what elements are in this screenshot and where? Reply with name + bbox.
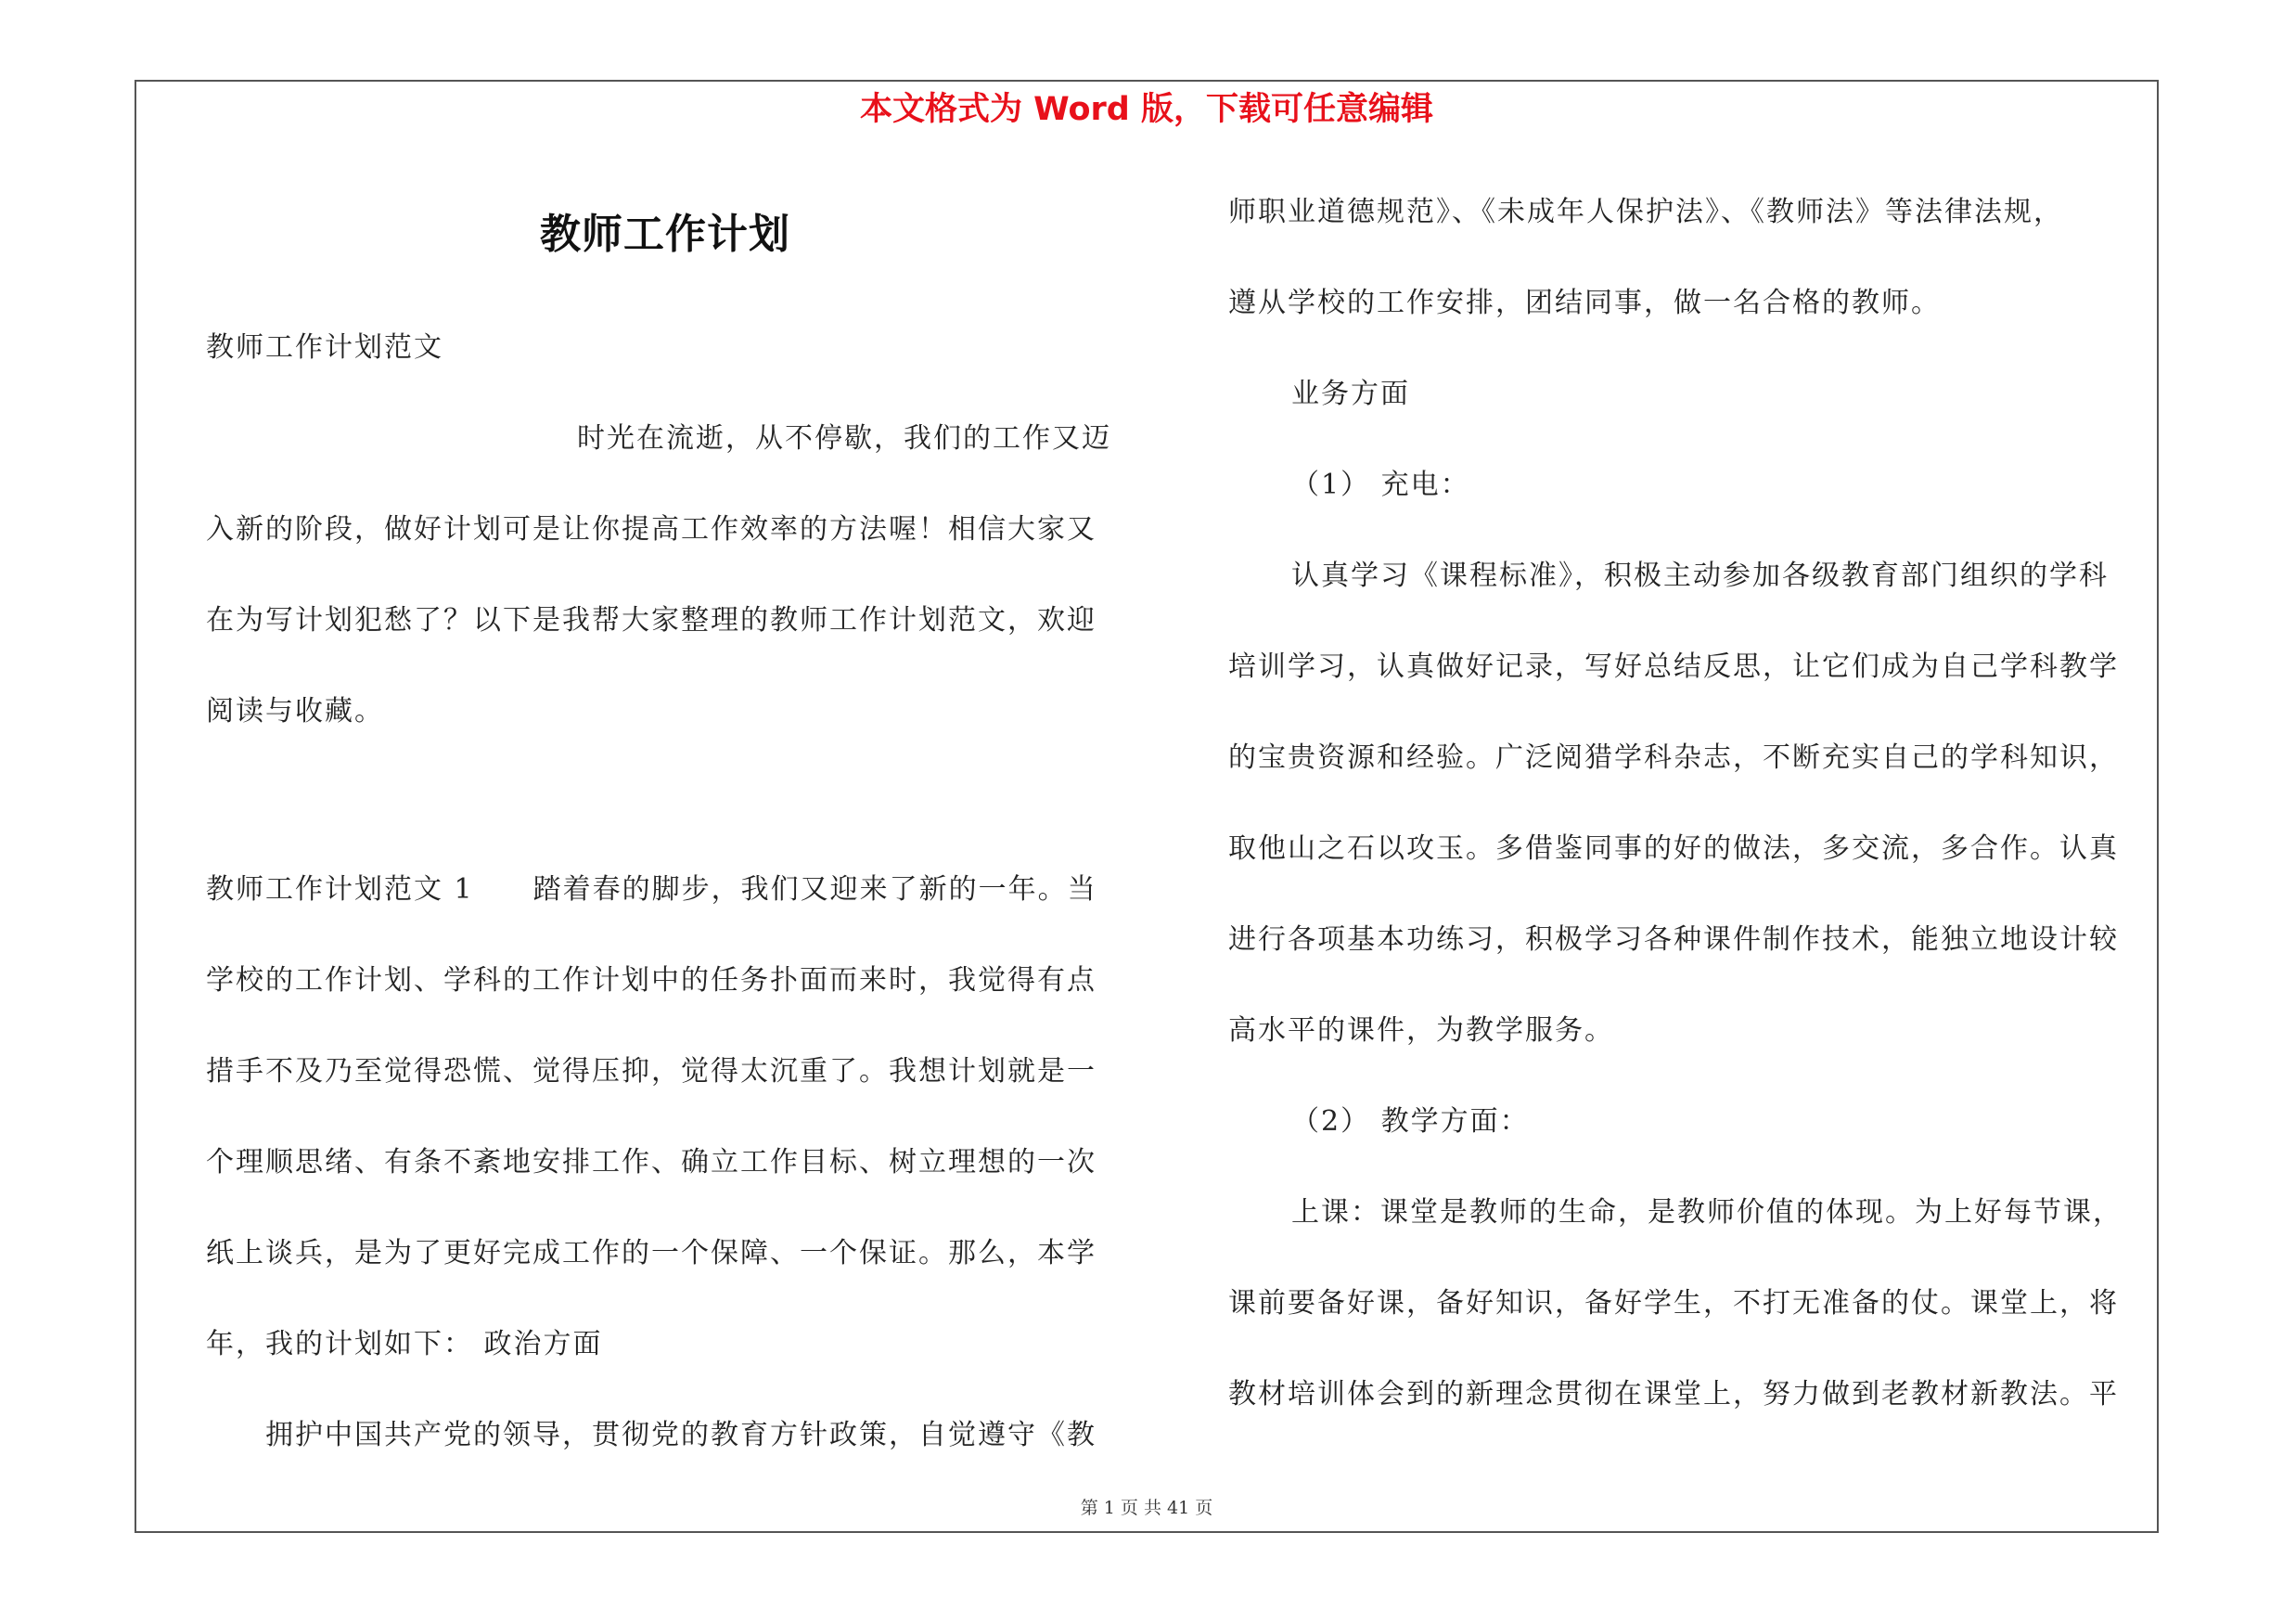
paragraph-line: 教材培训体会到的新理念贯彻在课堂上，努力做到老教材新教法。平 (1228, 1378, 2119, 1410)
paragraph-line: 认真学习《课程标准》，积极主动参加各级教育部门组织的学科 (1291, 560, 2109, 592)
subsection-heading: （2） 教学方面： (1291, 1105, 1530, 1138)
paragraph-line: 取他山之石以攻玉。多借鉴同事的好的做法，多交流，多合作。认真 (1228, 832, 2119, 865)
paragraph-line: 个理顺思绪、有条不紊地安排工作、确立工作目标、树立理想的一次 (206, 1146, 1097, 1179)
paragraph-line: 拥护中国共产党的领导，贯彻党的教育方针政策，自觉遵守《教 (265, 1419, 1097, 1451)
paragraph-line: 措手不及乃至觉得恐慌、觉得压抑，觉得太沉重了。我想计划就是一 (206, 1055, 1097, 1088)
paragraph-line: 在为写计划犯愁了？以下是我帮大家整理的教师工作计划范文，欢迎 (206, 604, 1097, 637)
paragraph-line: 遵从学校的工作安排，团结同事，做一名合格的教师。 (1228, 287, 1941, 319)
paragraph-line: 培训学习，认真做好记录，写好总结反思，让它们成为自己学科教学 (1228, 650, 2119, 683)
document-title: 教师工作计划 (540, 211, 790, 258)
paragraph-line: 纸上谈兵，是为了更好完成工作的一个保障、一个保证。那么，本学 (206, 1237, 1097, 1269)
subtitle-line: 教师工作计划范文 (206, 331, 443, 364)
paragraph-line: 的宝贵资源和经验。广泛阅猎学科杂志，不断充实自己的学科知识， (1228, 741, 2119, 774)
paragraph-line: 课前要备好课，备好知识，备好学生，不打无准备的仗。课堂上，将 (1228, 1287, 2119, 1320)
paragraph-line: 教师工作计划范文 1 踏着春的脚步，我们又迎来了新的一年。当 (206, 873, 1097, 906)
paragraph-line: 时光在流逝，从不停歇，我们的工作又迈 (577, 422, 1111, 455)
paragraph-line: 年，我的计划如下： 政治方面 (206, 1328, 603, 1360)
page-number-footer: 第 1 页 共 41 页 (1080, 1498, 1213, 1518)
editable-notice-banner: 本文格式为 Word 版，下载可任意编辑 (859, 91, 1434, 128)
paragraph-line: 阅读与收藏。 (206, 695, 384, 728)
paragraph-line: 师职业道德规范》、《未成年人保护法》、《教师法》等法律法规， (1228, 196, 2063, 228)
paragraph-line: 入新的阶段，做好计划可是让你提高工作效率的方法喔！相信大家又 (206, 513, 1097, 546)
section-heading: 业务方面 (1291, 378, 1410, 410)
paragraph-line: 进行各项基本功练习，积极学习各种课件制作技术，能独立地设计较 (1228, 923, 2119, 956)
paragraph-line: 上课：课堂是教师的生命，是教师价值的体现。为上好每节课， (1291, 1196, 2123, 1229)
paragraph-line: 高水平的课件，为教学服务。 (1228, 1014, 1614, 1047)
paragraph-line: 学校的工作计划、学科的工作计划中的任务扑面而来时，我觉得有点 (206, 964, 1097, 997)
subsection-heading: （1） 充电： (1291, 469, 1470, 501)
